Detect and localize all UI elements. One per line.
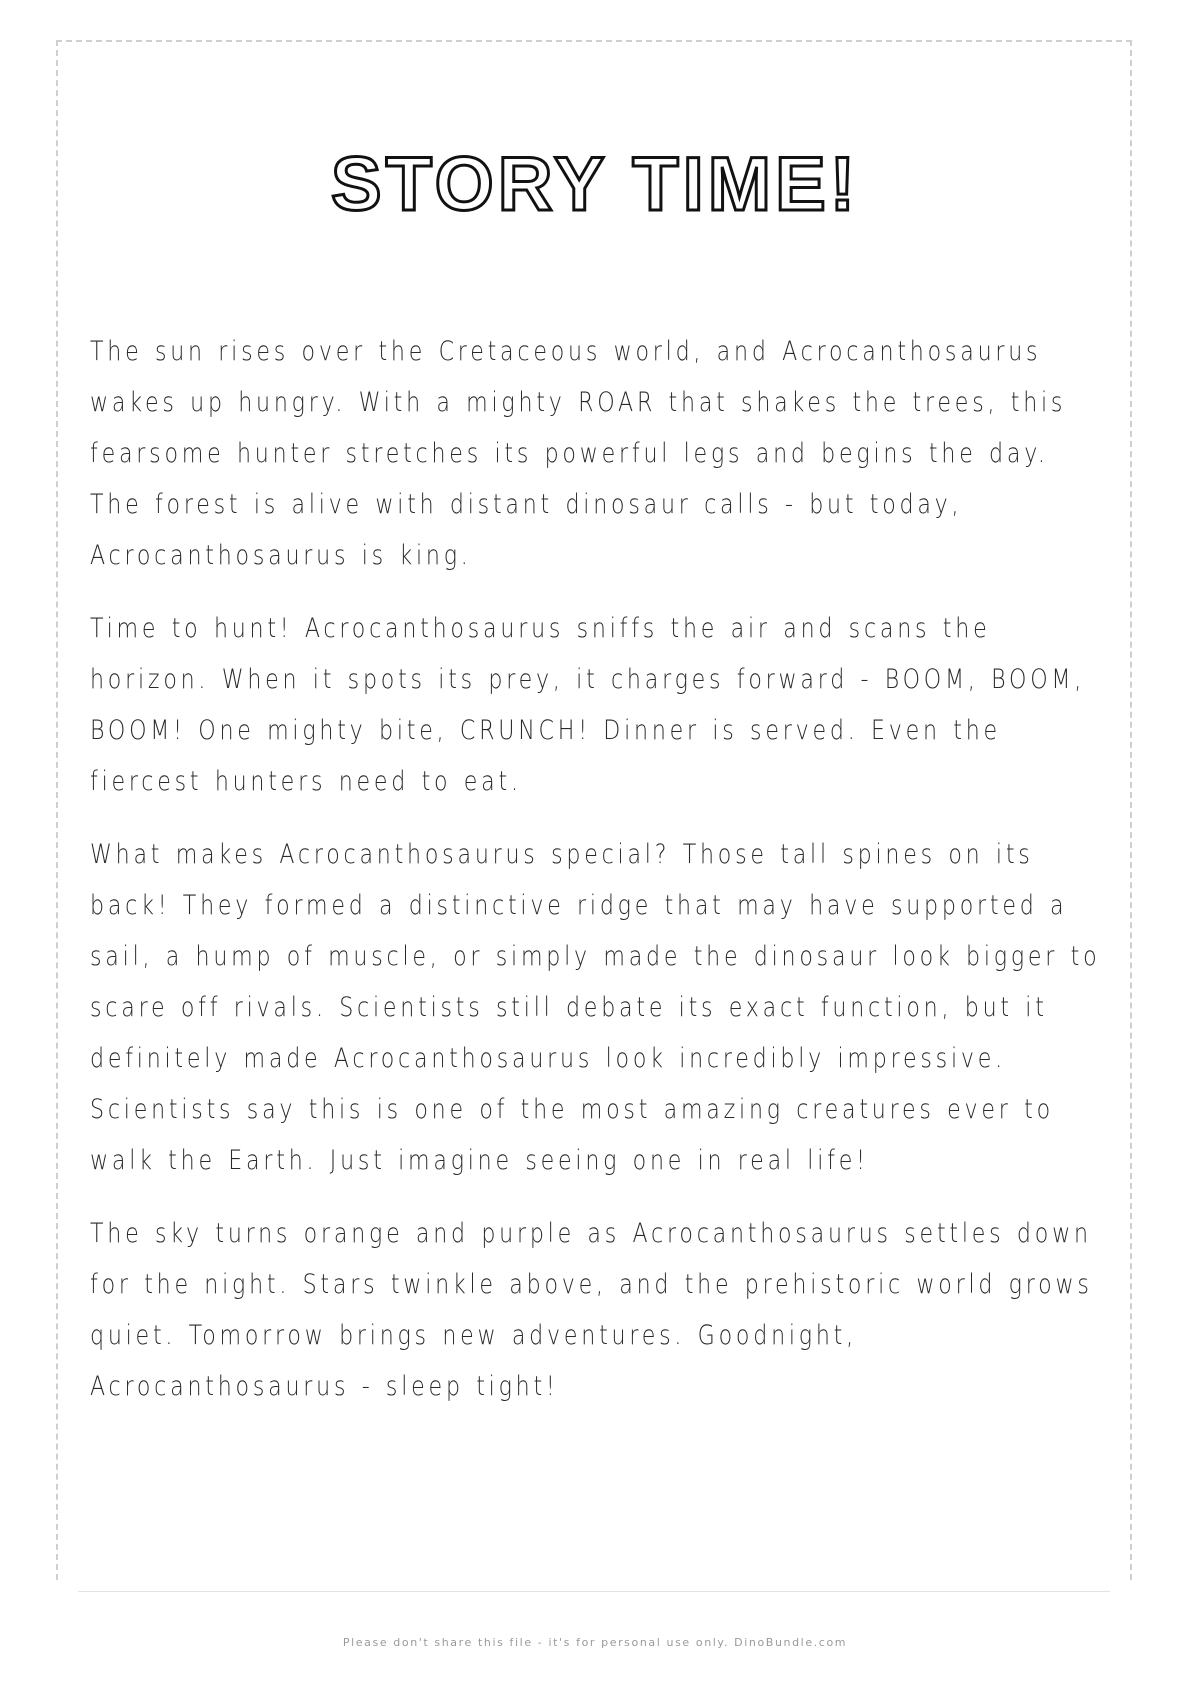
- story-paragraph-2: Time to hunt! Acrocanthosaurus sniffs the air and scans the horizon. When it spots its prey, it charges forward - BOOM, BOOM, BOOM! One mighty bite, CRUNCH! Dinner is served. Even the fiercest hunters need to eat.: [90, 613, 1086, 797]
- story-paragraph-1: The sun rises over the Cretaceous world, and Acrocanthosaurus wakes up hungry. With a mighty ROAR that shakes the trees, this fearsome hunter stretches its powerful legs and begins the day. The forest is alive with distant dinosaur calls - but today, Acrocanthosaurus is king.: [90, 336, 1067, 571]
- footer-note: Please don't share this file - it's for personal use only. DinoBundle.com: [342, 1636, 848, 1649]
- story-body: [90, 326, 1110, 1434]
- story-paragraph-4: The sky turns orange and purple as Acrocanthosaurus settles down for the night. Stars twinkle above, and the prehistoric world grows quiet. Tomorrow brings new adventures. Goodnight, Acrocanthosaurus - sleep tight!: [90, 1218, 1093, 1402]
- story-paragraph-3: What makes Acrocanthosaurus special? Those tall spines on its back! They formed a distinctive ridge that may have supported a sail, a hump of muscle, or simply made the dinosaur look bigger to scare off rivals. Scientists still debate its exact function, but it definitely made Acrocanthosaurus look incredibly impressive. Scientists say this is one of the most amazing creatures ever to walk the Earth. Just imagine seeing one in real life!: [90, 839, 1101, 1176]
- page-title: STORY TIME!: [330, 141, 860, 227]
- footer-divider: [78, 1591, 1110, 1592]
